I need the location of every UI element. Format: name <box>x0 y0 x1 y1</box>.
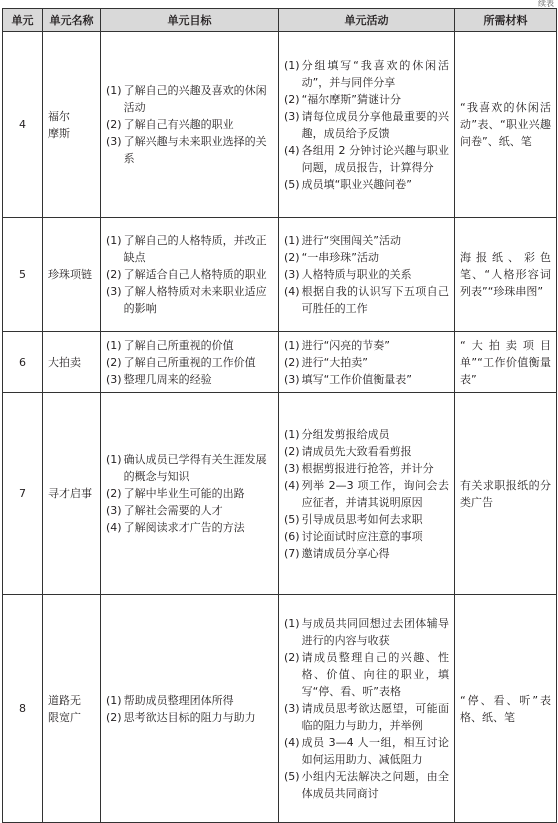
activity-text: “福尔摩斯”猜谜计分 <box>301 92 401 106</box>
goal-number: (1) <box>106 234 122 247</box>
activity-item <box>284 734 449 768</box>
goal-number: (2) <box>106 487 122 500</box>
activity-text: 请成员先大致看看剪报 <box>301 444 412 458</box>
activity-text: 分组发剪报给成员 <box>301 427 390 441</box>
activity-text: 成员 3—4 人一组，相互讨论如何运用助力、减低阻力 <box>301 736 449 766</box>
goal-text: 了解自己有兴趣的职业 <box>123 118 234 131</box>
unit-name: 大拍卖 <box>43 332 101 393</box>
goal-item <box>106 266 273 283</box>
unit-goals <box>101 332 279 393</box>
activity-text: 请每位成员分享他最重要的兴趣，成员给予反馈 <box>301 109 449 140</box>
activity-text: 各组用 2 分钟讨论兴趣与职业问题，成员报告，计算得分 <box>301 143 449 174</box>
activity-text: 小组内无法解决之问题，由全体成员共同商讨 <box>301 770 449 800</box>
table-row <box>3 218 557 332</box>
table-row <box>3 332 557 393</box>
goal-number: (4) <box>106 521 122 534</box>
activity-number: (5) <box>284 177 300 191</box>
activity-item <box>284 528 449 545</box>
goal-text: 确认成员已学得有关生涯发展的概念与知识 <box>123 453 267 483</box>
activity-number: (4) <box>284 285 300 298</box>
activity-number: (1) <box>284 58 300 72</box>
goal-item <box>106 354 273 371</box>
goal-item <box>106 371 273 388</box>
unit-materials: 有关求职报纸的分类广告 <box>455 393 557 595</box>
goal-text: 帮助成员整理团体所得 <box>123 693 234 707</box>
goal-item <box>106 519 273 536</box>
activity-number: (5) <box>284 512 300 526</box>
activity-number: (1) <box>284 234 300 247</box>
unit-number: 7 <box>3 393 43 595</box>
activity-item <box>284 649 449 700</box>
activity-text: 进行“大拍卖” <box>301 355 368 369</box>
activity-number: (4) <box>284 736 300 749</box>
activity-text: 引导成员思考如何去求职 <box>301 512 423 526</box>
unit-materials: 海报纸、彩色笔、“人格形容词列表”“珍珠串图” <box>455 218 557 332</box>
activity-text: “一串珍珠”活动 <box>301 251 379 264</box>
activity-item <box>284 232 449 249</box>
activity-item <box>284 700 449 734</box>
goal-number: (1) <box>106 693 122 707</box>
goal-number: (3) <box>106 285 122 298</box>
activity-item <box>284 266 449 283</box>
unit-goals <box>101 595 279 823</box>
goal-text: 了解社会需要的人才 <box>123 504 223 517</box>
unit-number: 4 <box>3 32 43 218</box>
header-unit-name: 单元名称 <box>43 9 101 32</box>
unit-name: 寻才启事 <box>43 393 101 595</box>
activity-text: 与成员共同回想过去团体辅导进行的内容与收获 <box>301 617 449 647</box>
activity-item <box>284 91 449 108</box>
header-materials: 所需材料 <box>455 9 557 32</box>
activity-text: 填写“工作价值衡量表” <box>301 372 412 386</box>
table-row <box>3 32 557 218</box>
unit-activities <box>279 332 455 393</box>
goal-text: 了解适合自己人格特质的职业 <box>123 268 267 281</box>
activity-item <box>284 426 449 443</box>
unit-number: 8 <box>3 595 43 823</box>
goal-number: (2) <box>106 710 122 724</box>
activity-number: (2) <box>284 651 300 664</box>
continued-mark: 续表 <box>538 0 554 8</box>
header-unit-activities: 单元活动 <box>279 9 455 32</box>
goal-item <box>106 232 273 266</box>
activity-text: 根据剪报进行抢答，并计分 <box>301 461 434 475</box>
goal-text: 了解阅读求才广告的方法 <box>123 521 245 534</box>
goal-item <box>106 692 273 709</box>
activity-text: 人格特质与职业的关系 <box>301 268 412 281</box>
activity-number: (3) <box>284 702 300 715</box>
activity-item <box>284 354 449 371</box>
activity-item <box>284 142 449 176</box>
goal-number: (1) <box>106 84 122 97</box>
table-row <box>3 595 557 823</box>
activity-item <box>284 511 449 528</box>
goal-item <box>106 116 273 133</box>
activity-item <box>284 545 449 562</box>
unit-goals <box>101 393 279 595</box>
activity-item <box>284 108 449 142</box>
activity-text: 进行“突围闯关”活动 <box>301 234 401 247</box>
goal-item <box>106 502 273 519</box>
activity-text: 进行“闪亮的节奏” <box>301 338 390 352</box>
activity-number: (1) <box>284 617 300 630</box>
activity-item <box>284 371 449 388</box>
activity-number: (3) <box>284 268 300 281</box>
activity-text: 分组填写“我喜欢的休闲活动”，并与同伴分享 <box>301 58 449 89</box>
goal-number: (2) <box>106 268 122 281</box>
goal-item <box>106 82 273 116</box>
goal-number: (1) <box>106 453 122 466</box>
activity-number: (6) <box>284 529 300 543</box>
activity-number: (2) <box>284 92 300 106</box>
unit-materials: “我喜欢的休闲活动”表、“职业兴趣问卷”、纸、笔 <box>455 32 557 218</box>
activity-item <box>284 283 449 317</box>
goal-number: (2) <box>106 355 122 369</box>
goal-text: 整理几周来的经验 <box>123 372 212 386</box>
unit-number: 5 <box>3 218 43 332</box>
activity-number: (4) <box>284 478 300 492</box>
goal-text: 了解人格特质对未来职业适应的影响 <box>123 285 267 315</box>
activity-text: 成员填“职业兴趣问卷” <box>301 177 412 191</box>
goal-item <box>106 283 273 317</box>
unit-goals <box>101 218 279 332</box>
unit-plan-table <box>2 8 557 823</box>
goal-number: (3) <box>106 504 122 517</box>
unit-activities <box>279 393 455 595</box>
unit-name: 福尔 摩斯 <box>43 32 101 218</box>
goal-text: 了解自己所重视的价值 <box>123 338 234 352</box>
goal-item <box>106 337 273 354</box>
activity-number: (4) <box>284 143 300 157</box>
activity-text: 请成员整理自己的兴趣、性格、价值、向往的职业，填写“停、看、听”表格 <box>301 651 449 698</box>
goal-number: (1) <box>106 338 122 352</box>
activity-text: 讨论面试时应注意的事项 <box>301 529 423 543</box>
activity-number: (1) <box>284 338 300 352</box>
goal-number: (3) <box>106 135 122 148</box>
goal-number: (3) <box>106 372 122 386</box>
activity-item <box>284 176 449 193</box>
activity-number: (2) <box>284 444 300 458</box>
unit-activities <box>279 32 455 218</box>
activity-item <box>284 443 449 460</box>
goal-text: 思考欲达目标的阻力与助力 <box>123 710 256 724</box>
unit-name: 珍珠项链 <box>43 218 101 332</box>
header-unit-goals: 单元目标 <box>101 9 279 32</box>
activity-item <box>284 768 449 802</box>
goal-item <box>106 709 273 726</box>
activity-text: 请成员思考欲达愿望，可能面临的阻力与助力，并举例 <box>301 702 449 732</box>
activity-number: (1) <box>284 427 300 441</box>
activity-number: (3) <box>284 372 300 386</box>
goal-number: (2) <box>106 118 122 131</box>
unit-materials: “停、看、听”表格、纸、笔 <box>455 595 557 823</box>
table-row <box>3 393 557 595</box>
unit-materials: “大拍卖项目单”“工作价值衡量表” <box>455 332 557 393</box>
table-header-row <box>3 9 557 32</box>
goal-text: 了解兴趣与未来职业选择的关系 <box>123 135 267 165</box>
goal-text: 了解自己所重视的工作价值 <box>123 355 256 369</box>
activity-item <box>284 57 449 91</box>
activity-item <box>284 460 449 477</box>
goal-item <box>106 133 273 167</box>
unit-goals <box>101 32 279 218</box>
activity-text: 邀请成员分享心得 <box>301 546 390 560</box>
goal-text: 了解自己的兴趣及喜欢的休闲活动 <box>123 84 267 114</box>
goal-item <box>106 485 273 502</box>
activity-item <box>284 337 449 354</box>
activity-number: (5) <box>284 770 300 783</box>
activity-number: (3) <box>284 109 300 123</box>
header-unit: 单元 <box>3 9 43 32</box>
unit-number: 6 <box>3 332 43 393</box>
activity-item <box>284 615 449 649</box>
activity-text: 根据自我的认识写下五项自己可胜任的工作 <box>301 285 449 315</box>
goal-text: 了解中毕业生可能的出路 <box>123 487 245 500</box>
activity-item <box>284 249 449 266</box>
activity-number: (3) <box>284 461 300 475</box>
activity-text: 列举 2—3 项工作，询问会去应征者，并请其说明原因 <box>301 478 449 509</box>
activity-item <box>284 477 449 511</box>
unit-name: 道路无 限宽广 <box>43 595 101 823</box>
unit-activities <box>279 595 455 823</box>
goal-item <box>106 451 273 485</box>
goal-text: 了解自己的人格特质，并改正缺点 <box>123 234 267 264</box>
activity-number: (2) <box>284 251 300 264</box>
activity-number: (7) <box>284 546 300 560</box>
activity-number: (2) <box>284 355 300 369</box>
unit-activities <box>279 218 455 332</box>
